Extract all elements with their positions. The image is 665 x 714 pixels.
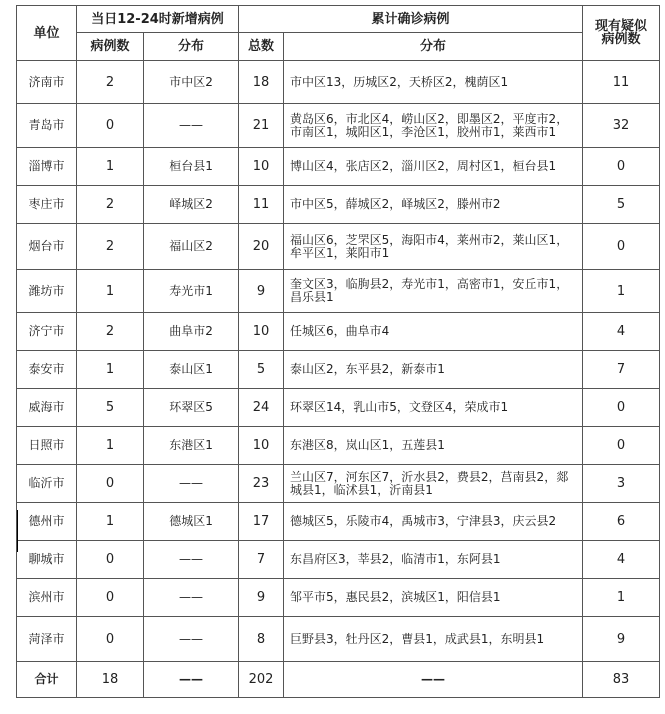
new-distribution-cell: 德城区1 bbox=[144, 503, 239, 541]
new-count-cell: 1 bbox=[77, 270, 144, 313]
suspected-cell: 0 bbox=[583, 389, 660, 427]
new-distribution-cell: —— bbox=[144, 541, 239, 579]
suspected-cell: 3 bbox=[583, 465, 660, 503]
distribution-cell: 邹平市5，惠民县2，滨城区1，阳信县1 bbox=[284, 579, 583, 617]
new-distribution-cell: 市中区2 bbox=[144, 61, 239, 104]
city-cell: 枣庄市 bbox=[17, 186, 77, 224]
new-distribution-cell: —— bbox=[144, 617, 239, 662]
table-row bbox=[17, 186, 660, 224]
city-cell: 淄博市 bbox=[17, 148, 77, 186]
city-cell: 泰安市 bbox=[17, 351, 77, 389]
total-cell: 7 bbox=[239, 541, 284, 579]
suspected-cell: 0 bbox=[583, 427, 660, 465]
total-cell: 20 bbox=[239, 224, 284, 270]
total-label-cell: 合计 bbox=[17, 662, 77, 698]
new-count-cell: 1 bbox=[77, 503, 144, 541]
city-cell: 菏泽市 bbox=[17, 617, 77, 662]
distribution-cell: 兰山区7，河东区7，沂水县2，费县2，莒南县2，郯城县1，临沭县1，沂南县1 bbox=[284, 465, 583, 503]
new-count-cell: 0 bbox=[77, 104, 144, 148]
new-count-cell: 2 bbox=[77, 61, 144, 104]
total-cell: 23 bbox=[239, 465, 284, 503]
total-cell: 11 bbox=[239, 186, 284, 224]
total-new-distribution-cell: —— bbox=[144, 662, 239, 698]
new-count-cell: 0 bbox=[77, 617, 144, 662]
new-distribution-cell: 峄城区2 bbox=[144, 186, 239, 224]
new-count-cell: 2 bbox=[77, 186, 144, 224]
total-cell: 10 bbox=[239, 148, 284, 186]
case-table bbox=[16, 5, 660, 698]
header-cumulative: 累计确诊病例 bbox=[239, 6, 583, 33]
suspected-cell: 4 bbox=[583, 313, 660, 351]
new-distribution-cell: —— bbox=[144, 579, 239, 617]
distribution-cell: 环翠区14，乳山市5，文登区4，荣成市1 bbox=[284, 389, 583, 427]
table-row bbox=[17, 541, 660, 579]
distribution-cell: 东昌府区3，莘县2，临清市1，东阿县1 bbox=[284, 541, 583, 579]
new-count-cell: 0 bbox=[77, 541, 144, 579]
suspected-cell: 0 bbox=[583, 148, 660, 186]
new-count-cell: 1 bbox=[77, 427, 144, 465]
suspected-cell: 0 bbox=[583, 224, 660, 270]
table-row bbox=[17, 351, 660, 389]
new-count-cell: 2 bbox=[77, 313, 144, 351]
city-cell: 威海市 bbox=[17, 389, 77, 427]
new-distribution-cell: 泰山区1 bbox=[144, 351, 239, 389]
table-row bbox=[17, 617, 660, 662]
total-cell: 24 bbox=[239, 389, 284, 427]
new-distribution-cell: 桓台县1 bbox=[144, 148, 239, 186]
header-new-count: 病例数 bbox=[77, 33, 144, 61]
suspected-cell: 11 bbox=[583, 61, 660, 104]
city-cell: 济南市 bbox=[17, 61, 77, 104]
suspected-cell: 6 bbox=[583, 503, 660, 541]
suspected-cell: 7 bbox=[583, 351, 660, 389]
table-row bbox=[17, 224, 660, 270]
header-distribution: 分布 bbox=[284, 33, 583, 61]
new-distribution-cell: 曲阜市2 bbox=[144, 313, 239, 351]
total-cell: 17 bbox=[239, 503, 284, 541]
distribution-cell: 博山区4，张店区2，淄川区2，周村区1，桓台县1 bbox=[284, 148, 583, 186]
total-suspected-cell: 83 bbox=[583, 662, 660, 698]
suspected-cell: 1 bbox=[583, 579, 660, 617]
text-cursor bbox=[17, 510, 18, 552]
distribution-cell: 巨野县3，牡丹区2，曹县1，成武县1，东明县1 bbox=[284, 617, 583, 662]
suspected-cell: 9 bbox=[583, 617, 660, 662]
new-count-cell: 5 bbox=[77, 389, 144, 427]
distribution-cell: 任城区6，曲阜市4 bbox=[284, 313, 583, 351]
city-cell: 德州市 bbox=[17, 503, 77, 541]
suspected-cell: 1 bbox=[583, 270, 660, 313]
new-distribution-cell: —— bbox=[144, 465, 239, 503]
city-cell: 日照市 bbox=[17, 427, 77, 465]
total-cell: 9 bbox=[239, 579, 284, 617]
distribution-cell: 德城区5，乐陵市4，禹城市3，宁津县3，庆云县2 bbox=[284, 503, 583, 541]
table-row bbox=[17, 503, 660, 541]
table-row bbox=[17, 313, 660, 351]
suspected-cell: 4 bbox=[583, 541, 660, 579]
total-cell: 9 bbox=[239, 270, 284, 313]
header-unit: 单位 bbox=[17, 6, 77, 61]
new-distribution-cell: —— bbox=[144, 104, 239, 148]
new-distribution-cell: 福山区2 bbox=[144, 224, 239, 270]
header-new-cases: 当日12-24时新增病例 bbox=[77, 6, 239, 33]
header-total: 总数 bbox=[239, 33, 284, 61]
total-cell: 8 bbox=[239, 617, 284, 662]
new-count-cell: 1 bbox=[77, 351, 144, 389]
total-distribution-cell: —— bbox=[284, 662, 583, 698]
total-total-cell: 202 bbox=[239, 662, 284, 698]
distribution-cell: 泰山区2，东平县2，新泰市1 bbox=[284, 351, 583, 389]
new-count-cell: 2 bbox=[77, 224, 144, 270]
total-cell: 10 bbox=[239, 313, 284, 351]
distribution-cell: 市中区13，历城区2，天桥区2，槐荫区1 bbox=[284, 61, 583, 104]
total-cell: 5 bbox=[239, 351, 284, 389]
table-row bbox=[17, 148, 660, 186]
distribution-cell: 东港区8，岚山区1，五莲县1 bbox=[284, 427, 583, 465]
total-new-count-cell: 18 bbox=[77, 662, 144, 698]
table-row bbox=[17, 61, 660, 104]
distribution-cell: 黄岛区6，市北区4，崂山区2，即墨区2，平度市2，市南区1，城阳区1，李沧区1，胶州市1，莱西市1 bbox=[284, 104, 583, 148]
new-distribution-cell: 环翠区5 bbox=[144, 389, 239, 427]
table-row bbox=[17, 389, 660, 427]
distribution-cell: 奎文区3，临朐县2，寿光市1，高密市1，安丘市1，昌乐县1 bbox=[284, 270, 583, 313]
table-row bbox=[17, 427, 660, 465]
total-cell: 21 bbox=[239, 104, 284, 148]
table-row bbox=[17, 579, 660, 617]
table-row bbox=[17, 104, 660, 148]
new-distribution-cell: 东港区1 bbox=[144, 427, 239, 465]
city-cell: 潍坊市 bbox=[17, 270, 77, 313]
city-cell: 滨州市 bbox=[17, 579, 77, 617]
new-count-cell: 0 bbox=[77, 465, 144, 503]
new-count-cell: 0 bbox=[77, 579, 144, 617]
city-cell: 烟台市 bbox=[17, 224, 77, 270]
header-new-distribution: 分布 bbox=[144, 33, 239, 61]
total-row bbox=[17, 662, 660, 698]
table-row bbox=[17, 465, 660, 503]
city-cell: 济宁市 bbox=[17, 313, 77, 351]
city-cell: 青岛市 bbox=[17, 104, 77, 148]
new-distribution-cell: 寿光市1 bbox=[144, 270, 239, 313]
total-cell: 18 bbox=[239, 61, 284, 104]
new-count-cell: 1 bbox=[77, 148, 144, 186]
city-cell: 临沂市 bbox=[17, 465, 77, 503]
suspected-cell: 32 bbox=[583, 104, 660, 148]
suspected-cell: 5 bbox=[583, 186, 660, 224]
header-suspected: 现有疑似病例数 bbox=[583, 6, 660, 61]
distribution-cell: 福山区6，芝罘区5，海阳市4，莱州市2，莱山区1，牟平区1，莱阳市1 bbox=[284, 224, 583, 270]
city-cell: 聊城市 bbox=[17, 541, 77, 579]
distribution-cell: 市中区5，薛城区2，峄城区2，滕州市2 bbox=[284, 186, 583, 224]
table-row bbox=[17, 270, 660, 313]
total-cell: 10 bbox=[239, 427, 284, 465]
